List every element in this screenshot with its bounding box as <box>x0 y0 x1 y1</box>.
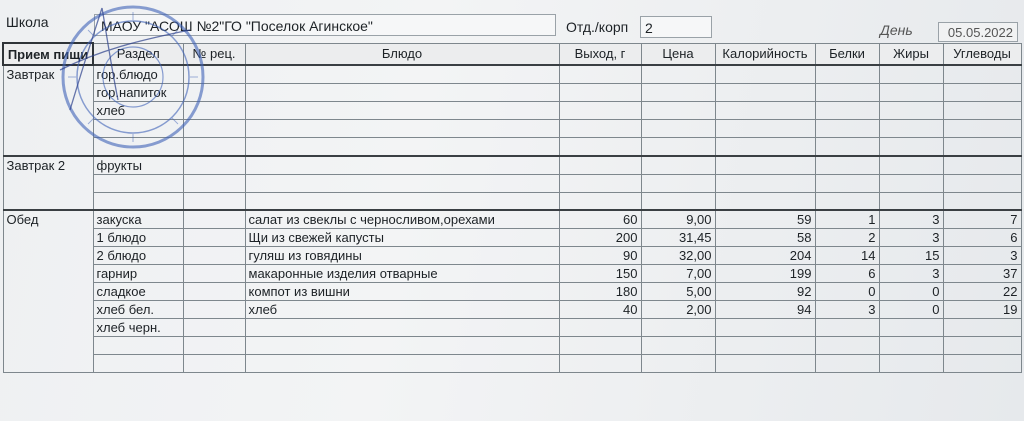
school-name-field: МАОУ "АСОШ №2"ГО "Поселок Агинское" <box>94 14 556 36</box>
price-cell: 32,00 <box>641 247 715 265</box>
day-label: День <box>880 22 913 38</box>
price-cell: 5,00 <box>641 283 715 301</box>
yield-cell: 180 <box>559 283 641 301</box>
price-cell: 7,00 <box>641 265 715 283</box>
fats-cell: 0 <box>879 301 943 319</box>
proteins-cell: 2 <box>815 229 879 247</box>
carbs-cell: 7 <box>943 210 1021 229</box>
fats-cell: 3 <box>879 229 943 247</box>
calories-cell: 94 <box>715 301 815 319</box>
table-row <box>3 156 1021 175</box>
yield-cell: 150 <box>559 265 641 283</box>
department-field: 2 <box>640 16 712 38</box>
table-row <box>3 120 1021 138</box>
table-row <box>3 138 1021 156</box>
meal-breakfast-label: Завтрак <box>3 65 93 156</box>
dish-cell: гуляш из говядины <box>245 247 559 265</box>
dish-cell: компот из вишни <box>245 283 559 301</box>
section-cell: хлеб <box>93 102 183 120</box>
date-field: 05.05.2022 <box>938 22 1018 42</box>
table-row <box>3 229 1021 247</box>
col-carbs-header: Углеводы <box>943 43 1021 65</box>
proteins-cell: 3 <box>815 301 879 319</box>
carbs-cell: 22 <box>943 283 1021 301</box>
table-row <box>3 210 1021 229</box>
table-header-row <box>3 43 1021 65</box>
dish-cell: Щи из свежей капусты <box>245 229 559 247</box>
col-meal-header: Прием пищи <box>3 43 93 65</box>
col-yield-header: Выход, г <box>559 43 641 65</box>
calories-cell: 59 <box>715 210 815 229</box>
carbs-cell: 3 <box>943 247 1021 265</box>
fats-cell: 0 <box>879 283 943 301</box>
fats-cell: 3 <box>879 265 943 283</box>
yield-cell: 40 <box>559 301 641 319</box>
price-cell: 2,00 <box>641 301 715 319</box>
proteins-cell: 0 <box>815 283 879 301</box>
section-cell: 2 блюдо <box>93 247 183 265</box>
col-fats-header: Жиры <box>879 43 943 65</box>
price-cell: 9,00 <box>641 210 715 229</box>
yield-cell: 200 <box>559 229 641 247</box>
calories-cell: 199 <box>715 265 815 283</box>
table-row <box>3 337 1021 355</box>
department-label: Отд./корп <box>566 19 629 35</box>
section-cell: 1 блюдо <box>93 229 183 247</box>
menu-table <box>2 42 1022 373</box>
carbs-cell: 19 <box>943 301 1021 319</box>
calories-cell: 58 <box>715 229 815 247</box>
yield-cell: 90 <box>559 247 641 265</box>
fats-cell: 3 <box>879 210 943 229</box>
section-cell: хлеб черн. <box>93 319 183 337</box>
table-row <box>3 319 1021 337</box>
proteins-cell: 1 <box>815 210 879 229</box>
col-calories-header: Калорийность <box>715 43 815 65</box>
meal-lunch-label: Обед <box>3 210 93 373</box>
dish-cell: салат из свеклы с черносливом,орехами <box>245 210 559 229</box>
calories-cell: 204 <box>715 247 815 265</box>
section-cell: гарнир <box>93 265 183 283</box>
table-row <box>3 174 1021 192</box>
table-row <box>3 283 1021 301</box>
col-proteins-header: Белки <box>815 43 879 65</box>
section-cell: закуска <box>93 210 183 229</box>
meal-breakfast2-label: Завтрак 2 <box>3 156 93 211</box>
table-row <box>3 84 1021 102</box>
table-row <box>3 355 1021 373</box>
table-row <box>3 192 1021 210</box>
proteins-cell: 6 <box>815 265 879 283</box>
section-cell: хлеб бел. <box>93 301 183 319</box>
carbs-cell: 6 <box>943 229 1021 247</box>
table-row <box>3 265 1021 283</box>
table-row <box>3 301 1021 319</box>
col-section-header: Раздел <box>93 43 183 65</box>
table-row <box>3 247 1021 265</box>
section-cell: гор.напиток <box>93 84 183 102</box>
calories-cell: 92 <box>715 283 815 301</box>
carbs-cell: 37 <box>943 265 1021 283</box>
price-cell: 31,45 <box>641 229 715 247</box>
col-recipe-header: № рец. <box>183 43 245 65</box>
fats-cell: 15 <box>879 247 943 265</box>
yield-cell: 60 <box>559 210 641 229</box>
section-cell: сладкое <box>93 283 183 301</box>
table-row <box>3 102 1021 120</box>
dish-cell: хлеб <box>245 301 559 319</box>
dish-cell: макаронные изделия отварные <box>245 265 559 283</box>
school-label: Школа <box>6 14 49 30</box>
section-cell: гор.блюдо <box>93 65 183 84</box>
proteins-cell: 14 <box>815 247 879 265</box>
section-cell: фрукты <box>93 156 183 175</box>
table-row <box>3 65 1021 84</box>
col-price-header: Цена <box>641 43 715 65</box>
col-dish-header: Блюдо <box>245 43 559 65</box>
